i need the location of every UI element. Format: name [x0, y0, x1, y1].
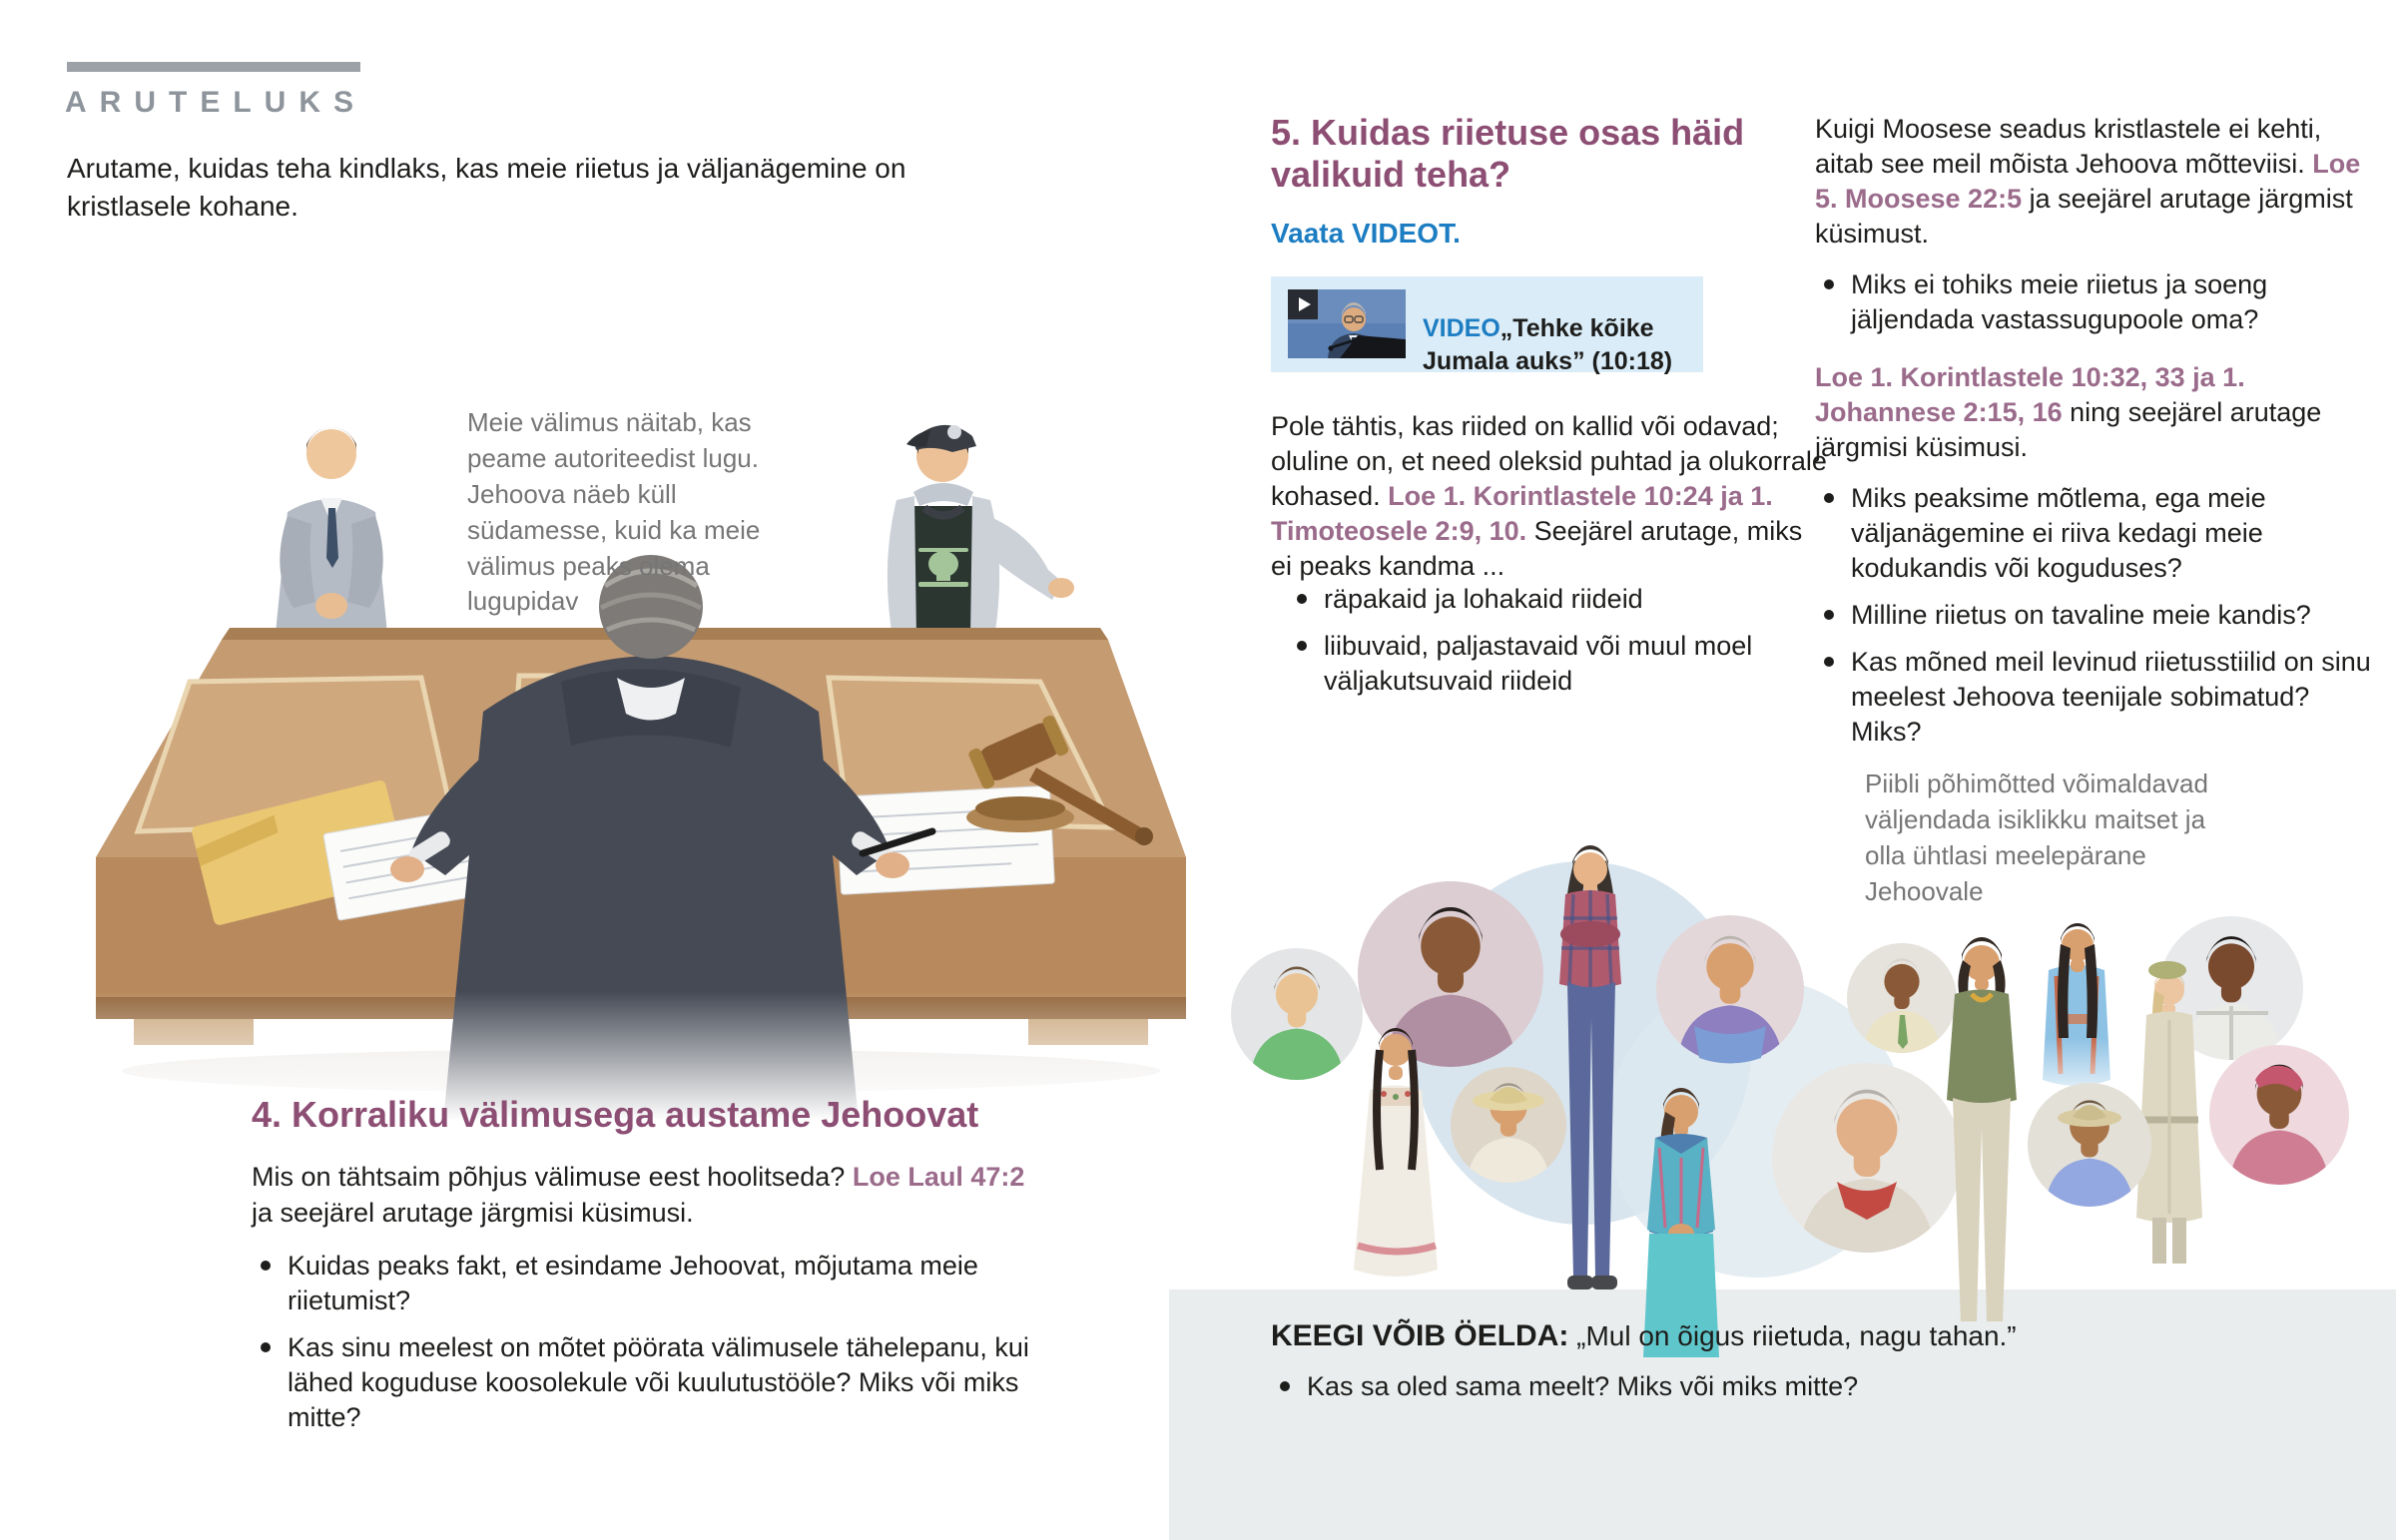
someone-label: KEEGI VÕIB ÖELDA:	[1271, 1319, 1569, 1352]
scripture-ref-johannese[interactable]: Loe 1. Korintlastele 10:32, 33 ja 1. Johannese 2:15, 16	[1815, 361, 2245, 427]
right-col-bullets-1	[1815, 267, 2380, 337]
section-5-paragraph	[1271, 409, 1830, 584]
section-5-bullets-wrap	[1288, 564, 1807, 711]
bullet-item: Kas mõned meil levinud riietusstiilid on sinu meelest Jehoova teenijale sobimatud? Miks?	[1815, 645, 2380, 750]
scripture-ref-moosese[interactable]: Loe 5. Moosese 22:5	[1815, 149, 2361, 215]
someone-may-say	[1271, 1319, 2329, 1416]
section-4-heading: 4. Korraliku välimusega austame Jehoovat	[252, 1094, 979, 1135]
video-thumbnail[interactable]	[1288, 289, 1406, 358]
person-woman-green-sweater	[1947, 937, 2017, 1321]
section-5-bullets	[1288, 582, 1807, 699]
right-col-paragraph-2	[1815, 360, 2380, 465]
person-old-man-straw-hat	[1451, 1067, 1566, 1183]
someone-line	[1271, 1319, 2329, 1353]
someone-quote: „Mul on õigus riietuda, nagu tahan.”	[1568, 1320, 2017, 1351]
right-col-bullets-2	[1815, 481, 2380, 751]
bullet-item: liibuvaid, paljastavaid või muul moel väljakutsuvaid riideid	[1288, 629, 1807, 699]
video-label: VIDEO	[1423, 314, 1500, 342]
section-4-bullets	[252, 1249, 1050, 1435]
section-5-heading: 5. Kuidas riietuse osas häid valikuid teha?	[1271, 112, 1745, 196]
bullet-item: räpakaid ja lohakaid riideid	[1288, 582, 1807, 617]
person-native-woman-blue	[2037, 923, 2126, 1108]
video-box[interactable]	[1271, 276, 1703, 375]
person-man-blue-shirt-hat	[2028, 1083, 2151, 1207]
section-kicker: ARUTELUKS	[65, 86, 366, 119]
someone-bullets	[1271, 1369, 2329, 1404]
section-4-lead-text: Mis on tähtsaim põhjus välimuse eest hoolitseda?	[252, 1162, 853, 1193]
section-4-lead	[252, 1160, 1050, 1230]
group-illustration-caption: Piibli põhimõtted võimaldavad väljendada isiklikku maitset ja olla ühtlasi meelepärane Jehoovale	[1865, 769, 2208, 906]
right-column	[1815, 112, 2380, 772]
bullet-item: Milline riietus on tavaline meie kandis?	[1815, 598, 2380, 633]
right-col-text-2-tail: ning seejärel arutage järgmisi küsimusi.	[1815, 396, 2322, 462]
bullet-item: Kas sa oled sama meelt? Miks või miks mitte?	[1271, 1369, 2329, 1404]
scripture-ref-korintlastele[interactable]: Loe 1. Korintlastele 10:24 ja 1. Timoteosele 2:9, 10.	[1271, 481, 1773, 547]
right-col-paragraph-1	[1815, 112, 2380, 252]
bullet-item: Kuidas peaks fakt, et esindame Jehoovat, mõjutama meie riietumist?	[252, 1249, 1050, 1318]
video-title	[1423, 312, 1694, 378]
video-title-text: „Tehke kõike Jumala auks” (10:18)	[1423, 314, 1673, 375]
bullet-item: Kas sinu meelest on mõtet pöörata välimusele tähelepanu, kui lähed koguduse koosolekule või kuulutustööle? Miks või miks mitte?	[252, 1330, 1050, 1435]
person-man-red-neckerchief	[1772, 1063, 1962, 1253]
person-boy-green-shirt	[1231, 948, 1363, 1080]
scripture-ref-laul[interactable]: Loe Laul 47:2	[852, 1162, 1025, 1193]
courtroom-caption: Meie välimus näitab, kas peame autoriteedist lugu. Jehoova näeb küll südamesse, kuid ka meie välimus peaks olema lugupidav	[467, 407, 761, 617]
kicker-bar	[67, 62, 360, 72]
section-4-lead-tail: ja seejärel arutage järgmisi küsimusi.	[252, 1197, 694, 1228]
play-icon[interactable]	[1288, 289, 1318, 319]
section-5	[1271, 112, 1750, 197]
watch-video-link[interactable]: Vaata VIDEOT.	[1271, 218, 1461, 249]
right-col-text-1: Kuigi Moosese seadus kristlastele ei kehti, aitab see meil mõista Jehoova mõtteviisi.	[1815, 114, 2322, 180]
bullet-item: Miks peaksime mõtlema, ega meie väljanägemine ei riiva kedagi meie kodukandis või koguduses?	[1815, 481, 2380, 586]
intro-text: Arutame, kuidas teha kindlaks, kas meie riietus ja väljanägemine on kristlasele kohane.	[67, 153, 906, 223]
right-col-text-1-tail: ja seejärel arutage järgmist küsimust.	[1815, 184, 2353, 250]
bullet-item: Miks ei tohiks meie riietus ja soeng jäljendada vastassugupoole oma?	[1815, 267, 2380, 337]
section-4	[252, 1094, 1050, 1447]
section-5-text: Pole tähtis, kas riided on kallid või odavad; oluline on, et need oleksid puhtad ja olukorrale kohased.	[1271, 411, 1827, 512]
section-5-text-tail: Seejärel arutage, miks ei peaks kandma ...	[1271, 516, 1803, 582]
